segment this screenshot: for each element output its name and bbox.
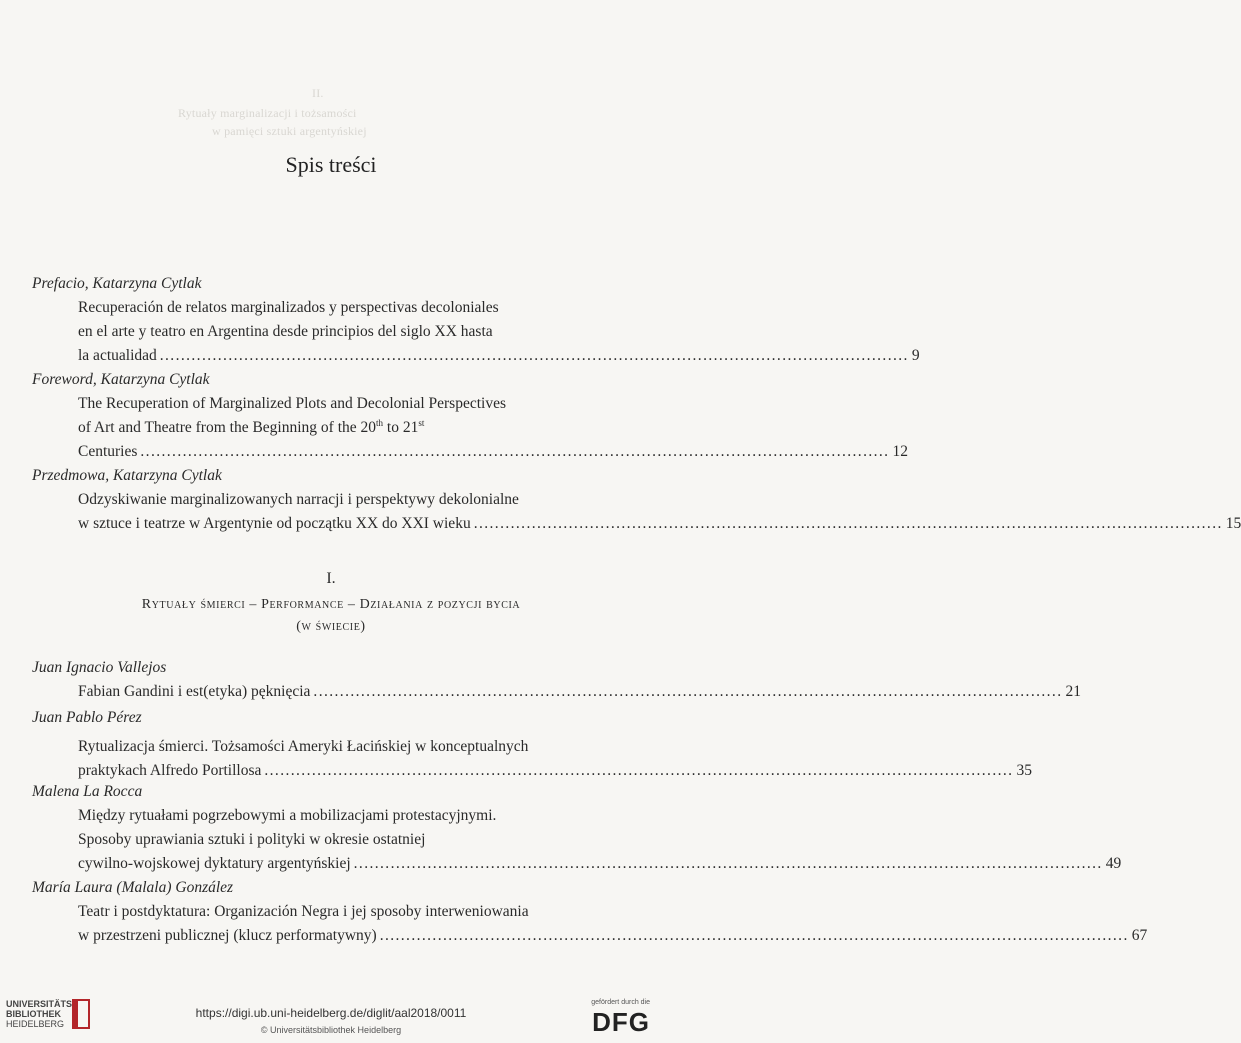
toc-entry-vallejos[interactable] [32, 656, 1081, 704]
entry-title-line: Rytualizacja śmierci. Tożsamości Ameryki Łacińskiej w konceptualnych [78, 738, 529, 755]
page-title: Spis treści [285, 152, 377, 177]
entry-title-line: en el arte y teatro en Argentina desde principios del siglo XX hasta [78, 323, 493, 340]
toc-entry-perez[interactable] [32, 706, 1032, 783]
copyright-notice: © Universitätsbibliothek Heidelberg [260, 1025, 402, 1035]
logo-text: UNIVERSITÄTS- [6, 999, 76, 1009]
dot-leader: .............................................................................................................................................. [264, 762, 1014, 779]
entry-last-line [32, 680, 1081, 704]
permalink-url[interactable]: https://digi.ub.uni-heidelberg.de/diglit/aal2018/0011 [195, 1006, 467, 1020]
bleed-through-roman: II. [312, 86, 324, 100]
entry-title-line: w przestrzeni publicznej (klucz performatywny) [78, 927, 377, 944]
page-number: 9 [911, 347, 920, 364]
entry-title-line: Fabian Gandini i est(etyka) pęknięcia [78, 683, 311, 700]
entry-author: Juan Pablo Pérez [32, 709, 142, 726]
viewer-footer [0, 995, 662, 1043]
entry-last-line [32, 512, 1241, 536]
entry-author: Foreword, Katarzyna Cytlak [32, 371, 210, 388]
section-number: I. [326, 570, 336, 587]
entry-last-line [32, 440, 908, 464]
page-number: 15 [1225, 515, 1241, 532]
entry-author: María Laura (Malala) González [32, 879, 234, 896]
dot-leader: .............................................................................................................................................. [140, 443, 890, 460]
dot-leader: .............................................................................................................................................. [379, 927, 1129, 944]
dfg-logo[interactable]: DFG [592, 1007, 650, 1037]
entry-title-line: la actualidad [78, 347, 157, 364]
section-title-line: Rytuały śmierci – Performance – Działania z pozycji bycia [141, 597, 521, 612]
entry-title-line: Między rytuałami pogrzebowymi a mobilizacjami protestacyjnymi. [78, 807, 497, 824]
page-number: 49 [1105, 855, 1122, 872]
page-number: 67 [1131, 927, 1148, 944]
dot-leader: .............................................................................................................................................. [159, 347, 909, 364]
entry-title-line: praktykach Alfredo Portillosa [78, 762, 262, 779]
entry-author: Prefacio, Katarzyna Cytlak [32, 275, 202, 292]
page-number: 12 [892, 443, 908, 460]
entry-title-line: Centuries [78, 443, 138, 460]
toc-entry-foreword[interactable] [32, 368, 908, 464]
entry-title-line: The Recuperation of Marginalized Plots and Decolonial Perspectives [78, 395, 506, 412]
entry-title-line-sup: of Art and Theatre from the Beginning of the 20th to 21st [78, 418, 425, 436]
entry-last-line [32, 852, 1122, 876]
entry-author: Juan Ignacio Vallejos [32, 659, 167, 676]
entry-title-line: Sposoby uprawiania sztuki i polityki w okresie ostatniej [78, 831, 426, 848]
entry-author: Przedmowa, Katarzyna Cytlak [32, 467, 222, 484]
logo-text: HEIDELBERG [6, 1019, 65, 1029]
entry-last-line [32, 344, 920, 368]
section-title [0, 594, 662, 638]
toc-entry-prefacio[interactable] [32, 272, 920, 368]
bleed-through-line2: w pamięci sztuki argentyńskiej [212, 124, 367, 138]
funding-note: gefördert durch die [591, 999, 650, 1006]
toc-entry-przedmowa[interactable] [32, 464, 1241, 536]
dot-leader: .............................................................................................................................................. [353, 855, 1103, 872]
dot-leader: .............................................................................................................................................. [313, 683, 1063, 700]
entry-title-line: cywilno-wojskowej dyktatury argentyńskiej [78, 855, 351, 872]
entry-title-line: Recuperación de relatos marginalizados y perspectivas decoloniales [78, 299, 499, 316]
toc-entry-gonzalez[interactable] [32, 876, 1148, 948]
logo-text: BIBLIOTHEK [6, 1009, 61, 1019]
entry-last-line [32, 924, 1148, 948]
section-title-line: (w świecie) [296, 619, 366, 634]
entry-title-line: w sztuce i teatrze w Argentynie od początku XX do XXI wieku [78, 515, 471, 532]
entry-title-line: Teatr i postdyktatura: Organización Negra i jej sposoby interweniowania [78, 903, 529, 920]
dot-leader: .............................................................................................................................................. [473, 515, 1223, 532]
toc-entry-la-rocca[interactable] [32, 780, 1122, 876]
page-number: 21 [1065, 683, 1081, 700]
page-number: 35 [1016, 762, 1032, 779]
entry-author: Malena La Rocca [32, 783, 143, 800]
bleed-through-line1: Rytuały marginalizacji i tożsamości [178, 106, 357, 120]
entry-title-line: Odzyskiwanie marginalizowanych narracji i perspektywy dekolonialne [78, 491, 519, 508]
